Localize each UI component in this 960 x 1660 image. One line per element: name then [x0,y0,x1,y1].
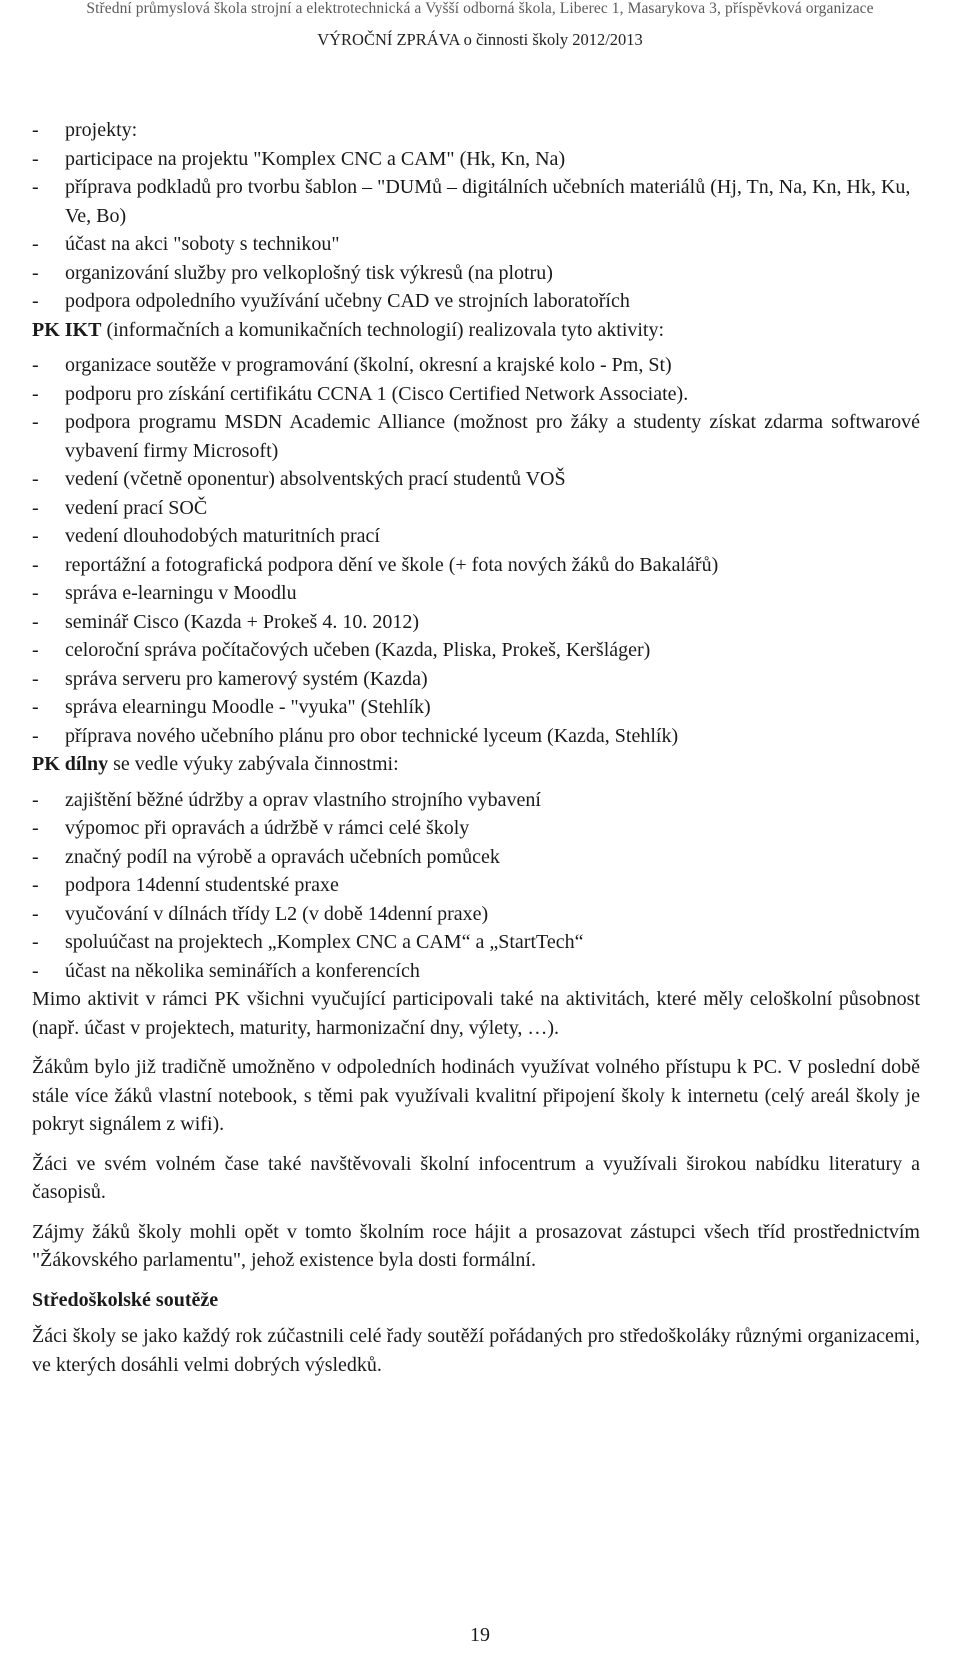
list-item: - příprava nového učebního plánu pro obor technické lyceum (Kazda, Stehlík) [32,722,920,751]
list-item: - vedení dlouhodobých maturitních prací [32,522,920,551]
section-dilny-bold: PK dílny [32,753,109,775]
list-item: - spoluúčast na projektech „Komplex CNC a CAM“ a „StartTech“ [32,928,920,957]
list-item: - zajištění běžné údržby a oprav vlastního strojního vybavení [32,786,920,815]
projects-list [32,116,920,316]
section-ikt-bold: PK IKT [32,318,102,341]
list-item: - podporu pro získání certifikátu CCNA 1 (Cisco Certified Network Associate). [32,380,920,409]
list-item: - podpora programu MSDN Academic Alliance (možnost pro žáky a studenty získat zdarma softwarové vybavení firmy Microsoft) [32,408,920,465]
report-title: VÝROČNÍ ZPRÁVA o činnosti školy 2012/2013 [317,30,643,49]
list-item: - celoroční správa počítačových učeben (Kazda, Pliska, Prokeš, Keršláger) [32,636,920,665]
section-dilny-rest: se vedle výuky zabývala činnostmi: [108,753,399,775]
section-dilny-heading [32,750,920,779]
list-item: - příprava podkladů pro tvorbu šablon – "DUMů – digitálních učebních materiálů (Hj, Tn, Na, Kn, Hk, Ku, Ve, Bo) [32,173,920,230]
institution-name: Střední průmyslová škola strojní a elektrotechnická a Vyšší odborná škola, Liberec 1, Masarykova 3, příspěvková organizace [86,0,874,17]
paragraph: Žáci ve svém volném čase také navštěvovali školní infocentrum a využívali širokou nabídku literatury a časopisů. [32,1152,920,1203]
list-item: - vedení prací SOČ [32,494,920,523]
list-item: - správa elearningu Moodle - "vyuka" (Stehlík) [32,693,920,722]
list-item: - organizace soutěže v programování (školní, okresní a krajské kolo - Pm, St) [32,351,920,380]
list-item: - seminář Cisco (Kazda + Prokeš 4. 10. 2012) [32,608,920,637]
list-item: - podpora 14denní studentské praxe [32,871,920,900]
list-item: - účast na akci "soboty s technikou" [32,230,920,259]
section-ikt-rest: (informačních a komunikačních technologií) realizovala tyto aktivity: [101,318,665,341]
list-item: - vyučování v dílnách třídy L2 (v době 14denní praxe) [32,900,920,929]
section-ikt-heading [32,316,920,345]
paragraph: Mimo aktivit v rámci PK všichni vyučující participovali také na aktivitách, které měly celoškolní působnost (např. účast v projektech, maturity, harmonizační dny, výlety, …). [32,988,920,1039]
paragraph: Zájmy žáků školy mohli opět v tomto školním roce hájit a prosazovat zástupci všech tříd prostřednictvím "Žákovského parlamentu", jehož existence byla dosti formální. [32,1220,920,1271]
list-item: - projekty: [32,116,920,145]
list-item: - organizování služby pro velkoplošný tisk výkresů (na plotru) [32,259,920,288]
list-item: - výpomoc při opravách a údržbě v rámci celé školy [32,814,920,843]
ikt-activities-list [32,351,920,750]
paragraph: Žákům bylo již tradičně umožněno v odpoledních hodinách využívat volného přístupu k PC. V poslední době stále více žáků vlastní notebook, s těmi pak využívali kvalitní připojení školy k internetu (celý areál školy je pokryt signálem z wifi). [32,1056,920,1135]
page-content [32,116,920,1390]
list-item: - reportážní a fotografická podpora dění ve škole (+ fota nových žáků do Bakalářů) [32,551,920,580]
list-item: - podpora odpoledního využívání učebny CAD ve strojních laboratořích [32,287,920,316]
paragraph: Žáci školy se jako každý rok zúčastnili celé řady soutěží pořádaných pro středoškoláky různými organizacemi, ve kterých dosáhli velmi dobrých výsledků. [32,1325,920,1376]
page-number: 19 [470,1624,490,1646]
list-item: - správa serveru pro kamerový systém (Kazda) [32,665,920,694]
list-item: - vedení (včetně oponentur) absolventských prací studentů VOŠ [32,465,920,494]
list-item: - značný podíl na výrobě a opravách učebních pomůcek [32,843,920,872]
dilny-activities-list [32,786,920,986]
section-heading-souteze: Středoškolské soutěže [32,1288,219,1311]
list-item: - participace na projektu "Komplex CNC a CAM" (Hk, Kn, Na) [32,145,920,174]
list-item: - účast na několika seminářích a konferencích [32,957,920,986]
list-item: - správa e-learningu v Moodlu [32,579,920,608]
